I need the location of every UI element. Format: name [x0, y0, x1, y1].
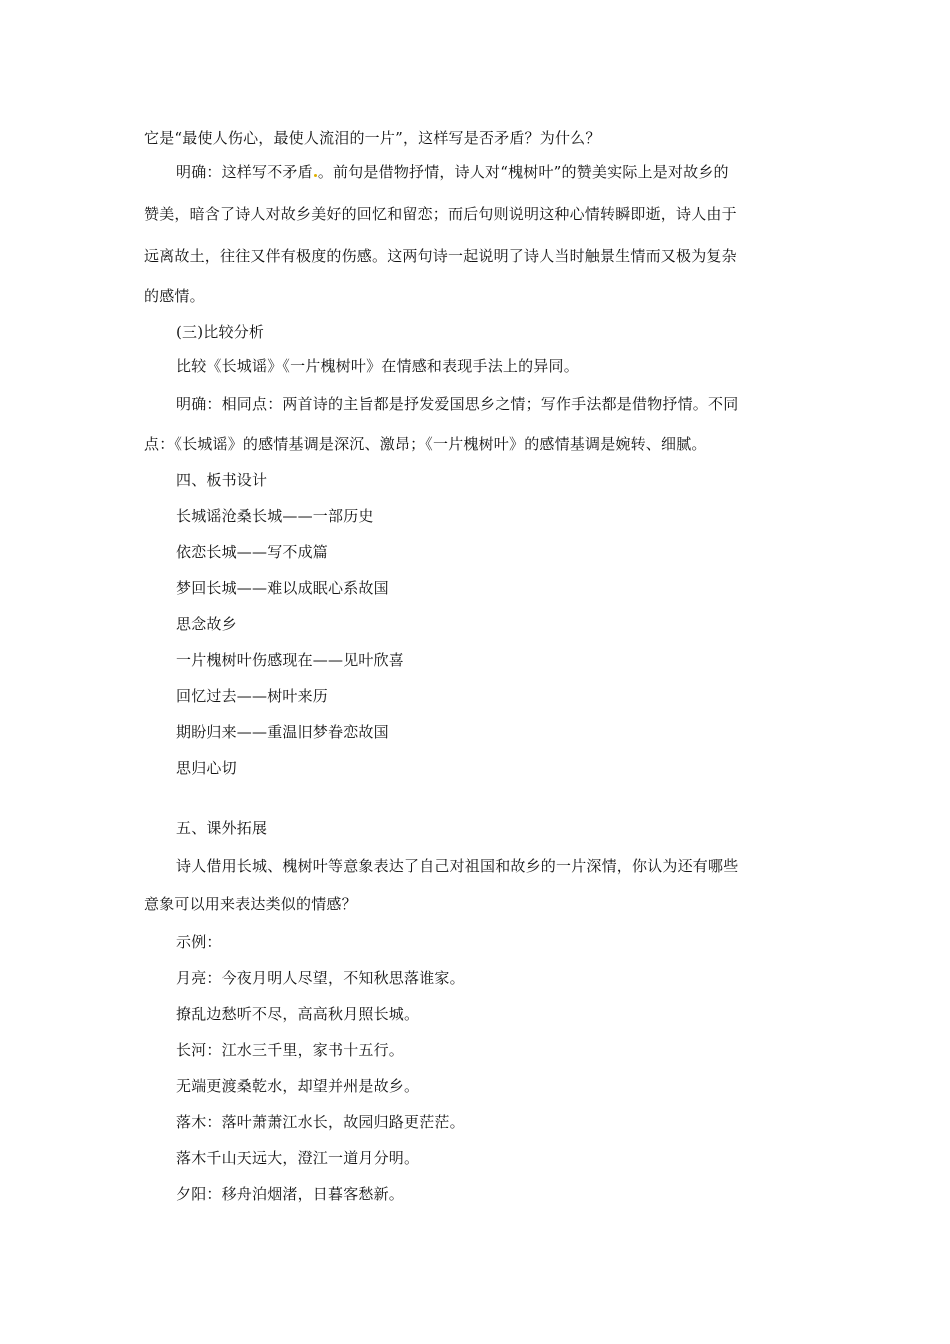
example-line: 无端更渡桑乾水，却望并州是故乡。	[176, 1077, 420, 1095]
text-span: 明确：这样写不矛盾	[176, 163, 313, 181]
paragraph-line: 远离故土，往往又伴有极度的伤感。这两句诗一起说明了诗人当时触景生情而又极为复杂	[144, 247, 737, 265]
paragraph-line: 比较《长城谣》《一片槐树叶》在情感和表现手法上的异同。	[176, 357, 579, 375]
section-heading: 五、课外拓展	[176, 819, 268, 837]
example-line: 月亮：今夜月明人尽望，不知秋思落谁家。	[176, 969, 465, 987]
board-line: 思念故乡	[176, 615, 237, 633]
board-line: 梦回长城——难以成眠心系故国	[176, 579, 389, 597]
example-line: 长河：江水三千里，家书十五行。	[176, 1041, 405, 1059]
text-span: 。前句是借物抒情，诗人对“槐树叶”的赞美实际上是对故乡的	[317, 163, 729, 181]
paragraph-line: 意象可以用来表达类似的情感？	[144, 895, 357, 913]
example-line: 撩乱边愁听不尽，高高秋月照长城。	[176, 1005, 420, 1023]
board-line: 思归心切	[176, 759, 237, 777]
marker-dot	[314, 174, 317, 177]
board-line: 一片槐树叶伤感现在——见叶欣喜	[176, 651, 405, 669]
board-line: 回忆过去——树叶来历	[176, 687, 329, 705]
example-label: 示例：	[176, 933, 222, 951]
paragraph-line: 的感情。	[144, 287, 205, 305]
example-line: 夕阳：移舟泊烟渚，日暮客愁新。	[176, 1185, 405, 1203]
paragraph-line: 明确：相同点：两首诗的主旨都是抒发爱国思乡之情；写作手法都是借物抒情。不同	[176, 395, 739, 413]
section-heading: (三)比较分析	[176, 323, 265, 341]
paragraph-line: 赞美，暗含了诗人对故乡美好的回忆和留恋；而后句则说明这种心情转瞬即逝，诗人由于	[144, 205, 737, 223]
board-line: 期盼归来——重温旧梦眷恋故国	[176, 723, 389, 741]
paragraph-line: 点：《长城谣》的感情基调是深沉、激昂；《一片槐树叶》的感情基调是婉转、细腻。	[144, 435, 707, 453]
paragraph-line: 诗人借用长城、槐树叶等意象表达了自己对祖国和故乡的一片深情，你认为还有哪些	[176, 857, 739, 875]
paragraph-line: 它是“最使人伤心，最使人流泪的一片”，这样写是否矛盾？为什么？	[144, 129, 601, 147]
paragraph-line	[176, 162, 729, 182]
example-line: 落木千山天远大，澄江一道月分明。	[176, 1149, 420, 1167]
board-line: 依恋长城——写不成篇	[176, 543, 329, 561]
section-heading: 四、板书设计	[176, 471, 268, 489]
board-line: 长城谣沧桑长城——一部历史	[176, 507, 374, 525]
example-line: 落木：落叶萧萧江水长，故园归路更茫茫。	[176, 1113, 465, 1131]
